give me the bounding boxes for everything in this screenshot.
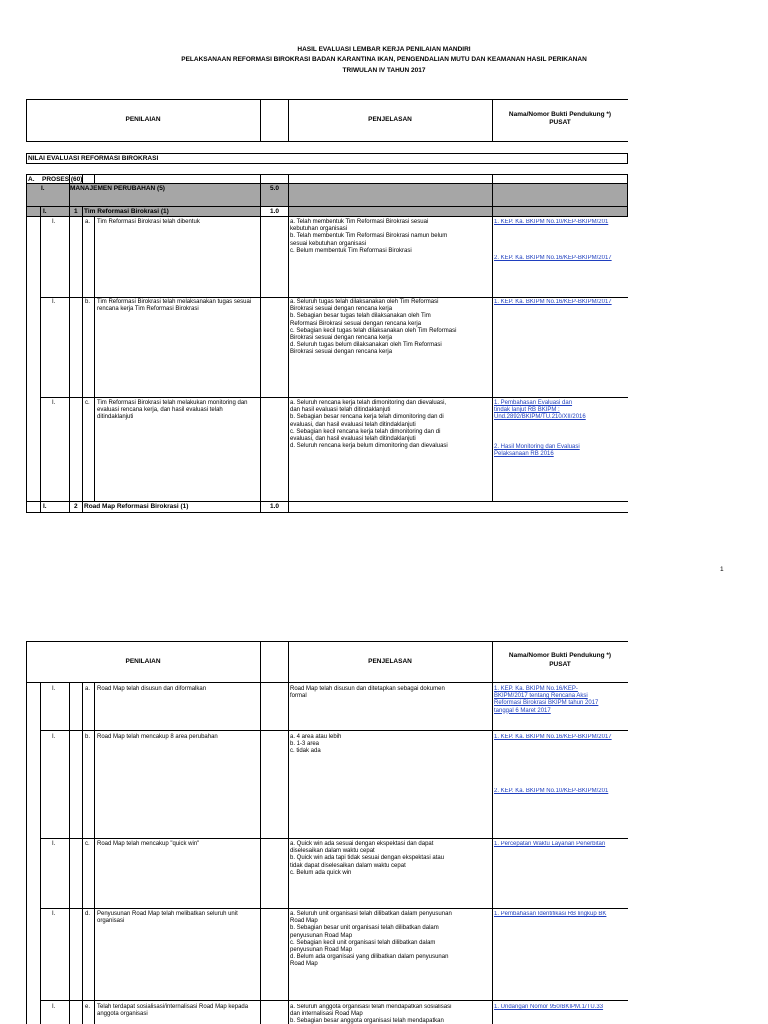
- row-penjelasan: a. Seluruh unit organisasi telah dilibatkan dalam penyusunan Road Map b. Sebagian besar unit organisasi telah dilibatkan dalam penyusunan Road Map c. Sebagian kecil unit organisasi telah dilibatkan dalam penyusunan Road Map d. Belum ada organisasi yang dilibatkan dalam penyusunan Road Map: [290, 911, 452, 968]
- column-header-bukti: Nama/Nomor Bukti Pendukung *): [508, 652, 612, 659]
- row-item-text: Tim Reformasi Birokrasi telah melakukan monitoring dan evaluasi rencana kerja, dan hasil evaluasi telah ditindaklanjuti: [97, 400, 248, 421]
- road-map-title: Road Map Reformasi Birokrasi (1): [84, 503, 189, 510]
- proses-title: PROSES (60): [42, 176, 83, 183]
- row-roman: I.: [52, 734, 56, 740]
- tim-reformasi-label: I.: [43, 208, 47, 215]
- evidence-link[interactable]: 1. KEP. Ka. BKIPM No.16/KEP- BKIPM/2017 tentang Rencana Aksi Reformasi Birokrasi BKIPM tahun 2017 tanggal 6 Maret 2017: [494, 686, 599, 714]
- tim-reformasi-number: 1: [74, 208, 78, 215]
- tim-reformasi-title: Tim Reformasi Birokrasi (1): [84, 208, 169, 215]
- row-penjelasan: a. Telah membentuk Tim Reformasi Birokrasi sesuai kebutuhan organisasi b. Telah membentuk Tim Reformasi Birokrasi namun belum sesuai kebutuhan organisasi c. Belum membentuk Tim Reformasi Birokrasi: [290, 219, 448, 254]
- row-letter: b.: [85, 299, 91, 305]
- evidence-link[interactable]: 2. KEP. Ka. BKIPM No.16/KEP-BKIPM/2017: [494, 255, 612, 261]
- road-map-score: 1.0: [270, 503, 280, 510]
- manajemen-label: I.: [41, 185, 45, 192]
- row-roman: I.: [52, 911, 56, 917]
- row-roman: I.: [52, 400, 56, 406]
- evidence-link[interactable]: 2. KEP. Ka. BKIPM No.10/KEP-BKIPM/201: [494, 788, 609, 794]
- road-map-label: I.: [43, 503, 47, 510]
- section-title: NILAI EVALUASI REFORMASI BIROKRASI: [28, 155, 159, 162]
- evidence-link[interactable]: 1. Percepatan Waktu Layanan Penerbitan: [494, 841, 606, 847]
- row-penjelasan: Road Map telah disusun dan ditetapkan sebagai dokumen formal: [290, 686, 445, 700]
- report-subtitle: PELAKSANAAN REFORMASI BIROKRASI BADAN KARANTINA IKAN, PENGENDALIAN MUTU DAN KEAMANAN HASIL PERIKANAN: [181, 56, 587, 63]
- row-letter: c.: [85, 400, 90, 406]
- evidence-link[interactable]: 1. Undangan Nomor 950/BKIPM.1/TU.33: [494, 1004, 604, 1010]
- page-number: 1: [720, 566, 724, 573]
- row-penjelasan: a. Quick win ada sesuai dengan ekspektasi dan dapat diselesaikan dalam waktu cepat b. Quick win ada tapi tidak sesuai dengan ekspektasi atau tidak dapat diselesaikan dalam waktu cepat c. Belum ada quick win: [290, 841, 445, 876]
- row-roman: I.: [52, 1004, 56, 1010]
- proses-label: A.: [28, 176, 35, 183]
- row-letter: a.: [85, 219, 91, 225]
- row-penjelasan: a. 4 area atau lebih b. 1-3 area c. tidak ada: [290, 734, 342, 755]
- column-header-bukti: Nama/Nomor Bukti Pendukung *): [508, 111, 612, 118]
- column-header-penilaian: PENILAIAN: [125, 658, 161, 665]
- evidence-link[interactable]: 1. KEP. Ka. BKIPM No.16/KEP-BKIPM/2017: [494, 734, 612, 740]
- row-roman: I.: [52, 841, 56, 847]
- evidence-link[interactable]: 1. KEP. Ka. BKIPM No.16/KEP-BKIPM/2017: [494, 299, 612, 305]
- road-map-number: 2: [74, 503, 78, 510]
- row-penjelasan: a. Seluruh tugas telah dilaksanakan oleh Tim Reformasi Birokrasi sesuai dengan rencana kerja b. Sebagian besar tugas telah dilaksanakan oleh Tim Reformasi Birokrasi sesuai dengan rencana kerja c. Sebagian kecil tugas telah dilaksanakan oleh Tim Reformasi Birokrasi sesuai dengan rencana kerja d. Seluruh tugas belum dilaksanakan oleh Tim Reformasi Birokrasi sesuai dengan rencana kerja: [290, 299, 457, 356]
- row-letter: a.: [85, 686, 91, 692]
- evidence-link[interactable]: 2. Hasil Monitoring dan Evaluasi Pelaksanaan RB 2016: [494, 444, 580, 458]
- column-header-penjelasan: PENJELASAN: [368, 658, 412, 665]
- column-header-pusat: PUSAT: [549, 119, 571, 126]
- row-item-text: Road Map telah mencakup "quick win": [97, 841, 200, 847]
- row-item-text: Tim Reformasi Birokrasi telah dibentuk: [97, 219, 200, 225]
- manajemen-score: 5.0: [270, 185, 280, 192]
- column-header-pusat: PUSAT: [549, 661, 571, 668]
- row-roman: I.: [52, 686, 56, 692]
- row-item-text: Tim Reformasi Birokrasi telah melaksanakan tugas sesuai rencana kerja Tim Reformasi Birokrasi: [97, 299, 252, 313]
- row-letter: e.: [85, 1004, 91, 1010]
- column-header-penilaian: PENILAIAN: [125, 116, 161, 123]
- report-period: TRIWULAN IV TAHUN 2017: [342, 67, 426, 74]
- row-letter: d.: [85, 911, 91, 917]
- row-item-text: Road Map telah mencakup 8 area perubahan: [97, 734, 218, 740]
- row-item-text: Penyusunan Road Map telah melibatkan seluruh unit organisasi: [97, 911, 238, 925]
- evidence-link[interactable]: 1. KEP. Ka. BKIPM No.10/KEP-BKIPM/201: [494, 219, 609, 225]
- row-roman: I.: [52, 219, 56, 225]
- row-penjelasan: a. Seluruh rencana kerja telah dimonitoring dan dievaluasi, dan hasil evaluasi telah ditindaklanjuti b. Sebagian besar rencana kerja telah dimonitoring dan di evaluasi, dan hasil evaluasi telah ditindaklanjuti c. Sebagian kecil rencana kerja telah dimonitoring dan di evaluasi, dan hasil evaluasi telah ditindaklanjuti d. Seluruh rencana kerja belum dimonitoring dan dievaluasi: [290, 400, 448, 450]
- evidence-link[interactable]: 1. Pembahasan Evaluasi dan tindak lanjut RB BKIPM : Und.2892/BKIPM/TU.210/XII/2016: [494, 400, 586, 421]
- evidence-link[interactable]: 1. Pembahasan Identifikasi RB lingkup BK: [494, 911, 607, 917]
- column-header-penjelasan: PENJELASAN: [368, 116, 412, 123]
- report-title: HASIL EVALUASI LEMBAR KERJA PENILAIAN MANDIRI: [297, 46, 471, 53]
- row-item-text: Road Map telah disusun dan diformalkan: [97, 686, 207, 692]
- row-roman: I.: [52, 299, 56, 305]
- row-penjelasan: a. Seluruh anggota organisasi telah mendapatkan sosialisasi dan internalisasi Road Map b. Sebagian besar anggota organisasi telah mendapatkan: [290, 1004, 452, 1024]
- row-letter: c.: [85, 841, 90, 847]
- row-letter: b.: [85, 734, 91, 740]
- manajemen-title: MANAJEMEN PERUBAHAN (5): [70, 185, 165, 192]
- tim-reformasi-score: 1.0: [270, 208, 280, 215]
- row-item-text: Telah terdapat sosialisasi/internalisasi Road Map kepada anggota organisasi: [97, 1004, 249, 1018]
